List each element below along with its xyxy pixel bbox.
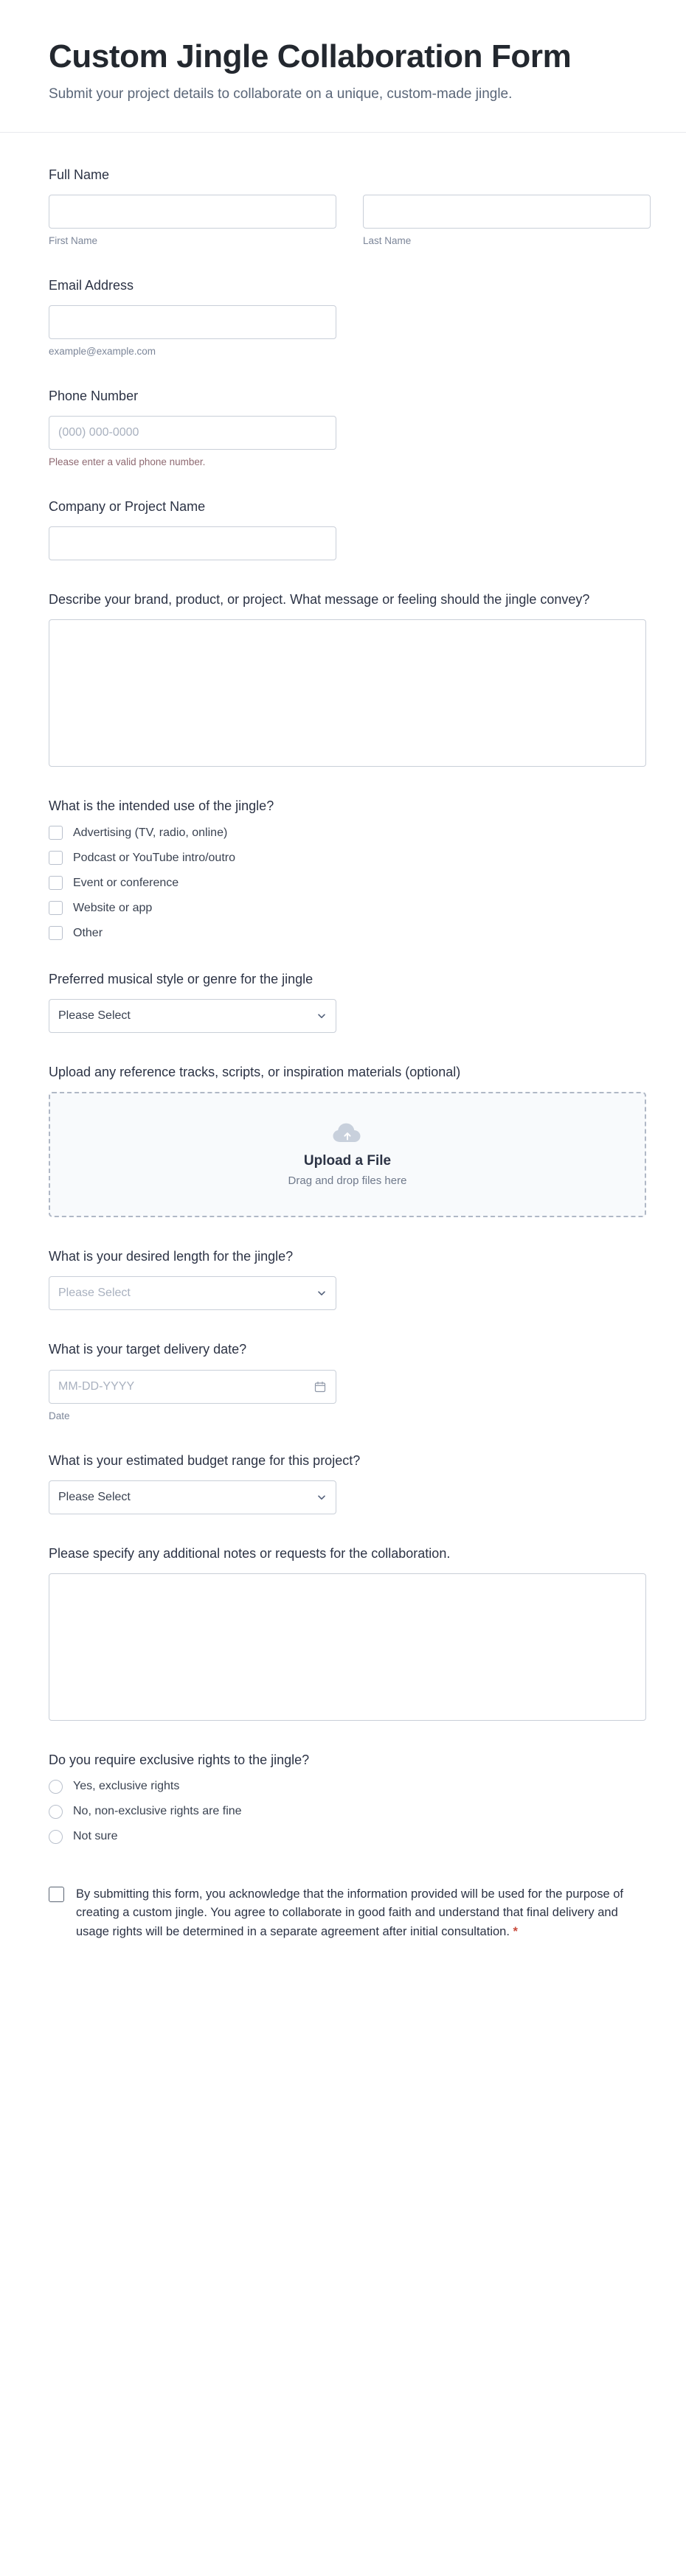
field-length — [49, 1247, 637, 1310]
checkbox-option[interactable] — [49, 901, 637, 915]
first-name-sublabel: First Name — [49, 234, 98, 246]
style-label: Preferred musical style or genre for the jingle — [49, 972, 313, 987]
checkbox-label: Other — [73, 926, 103, 939]
style-select-wrap — [49, 999, 336, 1033]
checkbox-option[interactable] — [49, 926, 637, 940]
radio-label: Yes, exclusive rights — [73, 1780, 180, 1793]
required-marker: * — [513, 1924, 518, 1938]
notes-textarea[interactable] — [49, 1573, 646, 1721]
company-input[interactable] — [49, 526, 336, 560]
first-name-input[interactable] — [49, 195, 336, 229]
phone-label: Phone Number — [49, 388, 139, 403]
delivery-date-input[interactable] — [49, 1370, 336, 1404]
checkbox-option[interactable] — [49, 826, 637, 840]
describe-textarea[interactable] — [49, 619, 646, 767]
consent-text: By submitting this form, you acknowledge that the information provided will be used for the purpose of creating a custom jingle. You agree to collaborate in good faith and understand that final delivery and usage rights will be determined in a separate agreement after initial consultation. — [76, 1887, 623, 1938]
budget-select[interactable]: Please Select — [49, 1480, 336, 1514]
style-select[interactable]: Please Select — [49, 999, 336, 1033]
radio-label: No, non-exclusive rights are fine — [73, 1805, 242, 1818]
checkbox-icon[interactable] — [49, 851, 63, 865]
field-style — [49, 970, 637, 1033]
last-name-sublabel: Last Name — [363, 234, 412, 246]
checkbox-option[interactable] — [49, 851, 637, 865]
radio-option[interactable] — [49, 1830, 637, 1844]
checkbox-icon[interactable] — [49, 926, 63, 940]
page-title: Custom Jingle Collaboration Form — [49, 38, 572, 74]
company-label: Company or Project Name — [49, 498, 206, 514]
form-body — [0, 133, 686, 2016]
notes-label: Please specify any additional notes or requests for the collaboration. — [49, 1545, 451, 1561]
email-sublabel: example@example.com — [49, 345, 156, 357]
field-upload — [49, 1062, 637, 1217]
radio-option[interactable] — [49, 1780, 637, 1794]
page-subtitle: Submit your project details to collaborate on a unique, custom-made jingle. — [49, 86, 513, 102]
radio-option[interactable] — [49, 1805, 637, 1819]
budget-label: What is your estimated budget range for this project? — [49, 1452, 361, 1468]
bottom-spacer — [49, 1942, 637, 1971]
field-delivery-date — [49, 1340, 637, 1421]
email-input[interactable] — [49, 305, 336, 339]
radio-label: Not sure — [73, 1830, 118, 1843]
radio-icon[interactable] — [49, 1830, 63, 1844]
field-email — [49, 276, 637, 357]
length-select[interactable]: Please Select — [49, 1276, 336, 1310]
field-company — [49, 497, 637, 560]
upload-title: Upload a File — [303, 1153, 392, 1169]
checkbox-label: Advertising (TV, radio, online) — [73, 826, 228, 839]
intended-use-label: What is the intended use of the jingle? — [49, 798, 274, 814]
phone-input[interactable] — [49, 416, 336, 450]
email-label: Email Address — [49, 277, 134, 293]
budget-select-wrap — [49, 1480, 336, 1514]
length-select-wrap — [49, 1276, 336, 1310]
upload-subtitle: Drag and drop files here — [288, 1174, 407, 1188]
checkbox-label: Podcast or YouTube intro/outro — [73, 851, 235, 864]
field-intended-use — [49, 796, 637, 940]
field-budget — [49, 1451, 637, 1514]
delivery-date-sublabel: Date — [49, 1410, 70, 1421]
form-header — [0, 0, 686, 133]
file-upload-dropzone[interactable] — [49, 1092, 646, 1217]
radio-icon[interactable] — [49, 1805, 63, 1819]
checkbox-icon[interactable] — [49, 826, 63, 840]
checkbox-label: Event or conference — [73, 876, 179, 889]
field-phone — [49, 386, 637, 467]
first-name-col — [49, 195, 336, 246]
upload-label: Upload any reference tracks, scripts, or inspiration materials (optional) — [49, 1065, 461, 1080]
field-notes — [49, 1544, 637, 1721]
radio-icon[interactable] — [49, 1780, 63, 1794]
checkbox-icon[interactable] — [49, 901, 63, 915]
field-exclusive-rights — [49, 1750, 637, 1844]
checkbox-label: Website or app — [73, 901, 153, 914]
checkbox-option[interactable] — [49, 876, 637, 890]
exclusive-rights-label: Do you require exclusive rights to the jingle? — [49, 1752, 310, 1767]
length-label: What is your desired length for the jingle? — [49, 1249, 294, 1264]
cloud-upload-icon — [332, 1122, 363, 1144]
phone-hint: Please enter a valid phone number. — [49, 456, 206, 467]
full-name-row — [49, 195, 637, 246]
checkbox-icon[interactable] — [49, 876, 63, 890]
full-name-label: Full Name — [49, 167, 110, 182]
describe-label: Describe your brand, product, or project. What message or feeling should the jingle convey? — [49, 591, 590, 607]
delivery-date-wrap — [49, 1370, 336, 1404]
consent-checkbox-icon[interactable] — [49, 1887, 64, 1902]
last-name-col — [363, 195, 651, 246]
consent-text-wrap — [76, 1885, 637, 1942]
last-name-input[interactable] — [363, 195, 651, 229]
field-full-name — [49, 165, 637, 246]
field-describe — [49, 590, 637, 767]
delivery-date-label: What is your target delivery date? — [49, 1342, 247, 1357]
consent-row[interactable] — [49, 1885, 637, 1942]
